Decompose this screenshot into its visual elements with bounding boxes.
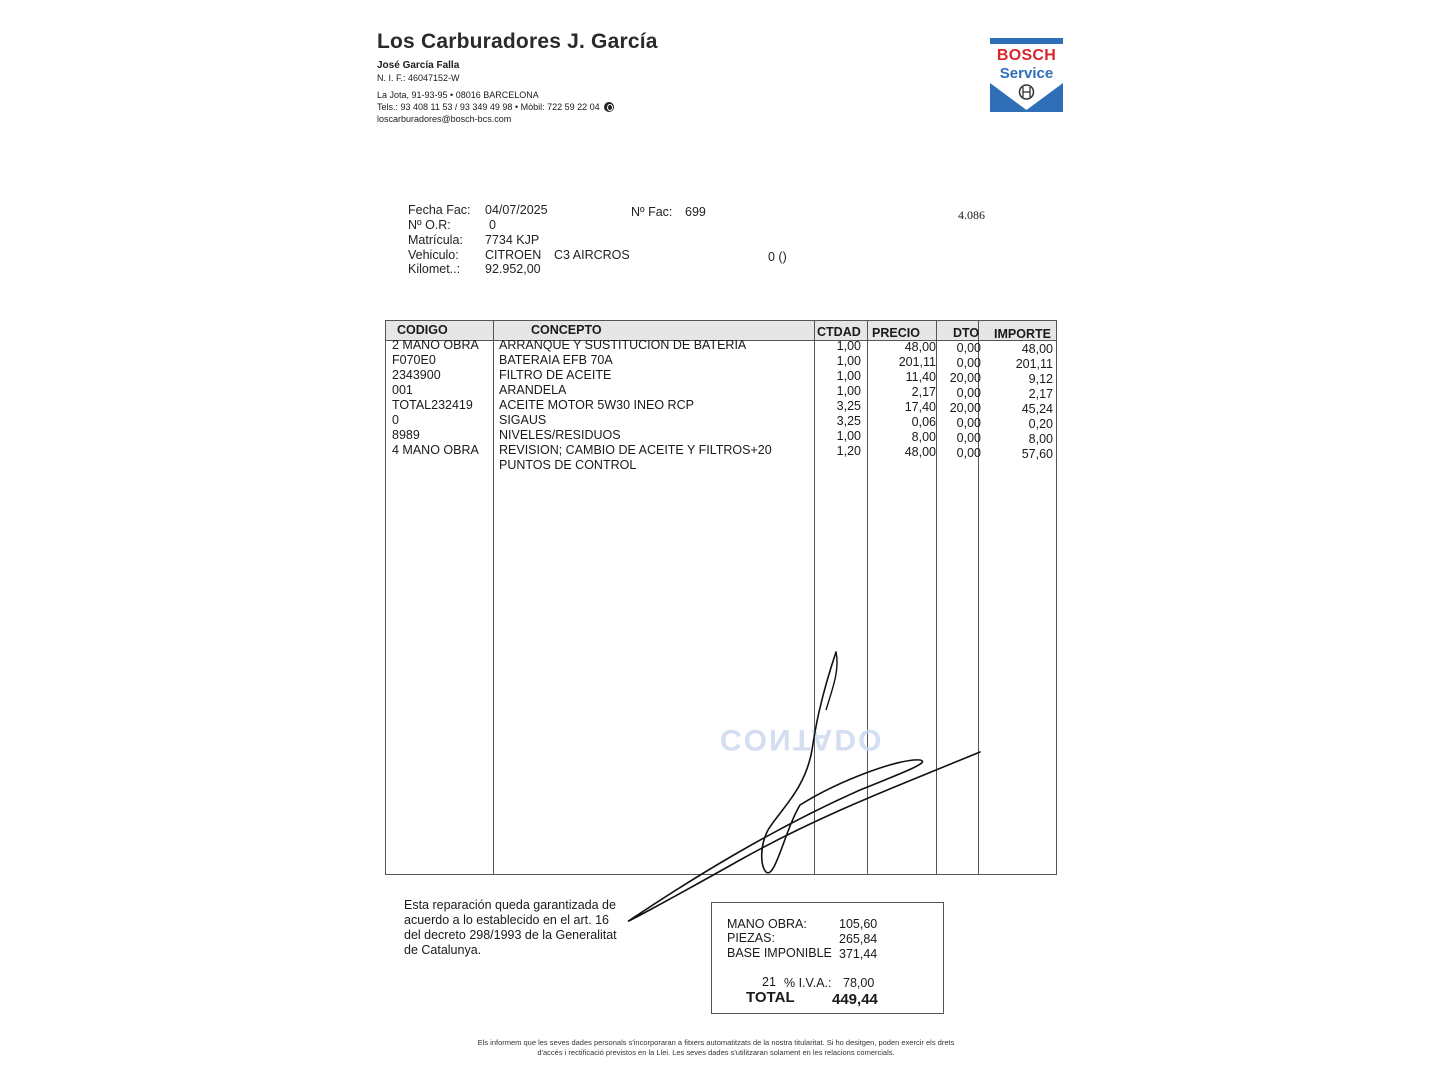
totals-box [711, 902, 944, 1014]
cell-ctdad: 3,25 [836, 414, 861, 428]
cell-dto: 0,00 [956, 416, 981, 430]
bosch-service-logo [990, 38, 1063, 112]
cell-concepto: FILTRO DE ACEITE [499, 368, 612, 382]
cell-dto: 20,00 [949, 401, 981, 415]
cell-precio: 0,06 [911, 415, 936, 429]
warranty-note: Esta reparación queda garantizada de acuerdo a lo establecido en el art. 16 del decreto 298/1993 de la Generalitat de Catalunya. [404, 898, 617, 957]
cell-precio: 11,40 [905, 370, 936, 384]
cell-concepto: ARANDELA [499, 383, 567, 397]
nfac-label: Nº Fac: [631, 205, 673, 219]
cell-codigo: 001 [392, 383, 413, 397]
cell-dto: 0,00 [956, 356, 981, 370]
kilomet-value: 92.952,00 [485, 262, 541, 276]
logo-line2: Service [999, 65, 1054, 82]
cell-ctdad: 1,00 [836, 339, 861, 353]
cell-dto: 0,00 [956, 386, 981, 400]
cell-precio: 48,00 [904, 340, 936, 354]
cell-concepto: REVISION; CAMBIO DE ACEITE Y FILTROS+20 [499, 443, 772, 457]
cell-concepto: ACEITE MOTOR 5W30 INEO RCP [499, 398, 694, 412]
base-value: 371,44 [839, 947, 878, 961]
cell-dto: 20,00 [949, 371, 981, 385]
mano-obra-value: 105,60 [839, 917, 878, 931]
whatsapp-icon [604, 102, 614, 112]
header-concepto: CONCEPTO [531, 323, 602, 337]
handwritten-number: 4.086 [958, 208, 985, 222]
piezas-label: PIEZAS: [727, 931, 775, 945]
cell-codigo: 0 [392, 413, 399, 427]
base-label: BASE IMPONIBLE [727, 946, 832, 960]
nfac-value: 699 [685, 205, 706, 219]
email: loscarburadores@bosch-bcs.com [377, 114, 512, 124]
cell-importe: 201,11 [1015, 357, 1053, 371]
cell-dto: 0,00 [956, 431, 981, 445]
cell-dto: 0,00 [956, 446, 981, 460]
cell-ctdad: 1,00 [836, 429, 861, 443]
header-dto: DTO [953, 326, 980, 340]
total-label: TOTAL [746, 989, 795, 1006]
header-importe: IMPORTE [994, 327, 1051, 341]
cell-ctdad: 3,25 [836, 399, 861, 413]
cell-codigo: 2343900 [392, 368, 441, 382]
address: La Jota, 91-93-95 • 08016 BARCELONA [377, 90, 539, 100]
nif: N. I. F.: 46047152-W [377, 73, 460, 83]
kilomet-label: Kilomet..: [408, 262, 461, 276]
phones-text: Tels.: 93 408 11 53 / 93 349 49 98 • Mòbil: 722 59 22 04 [377, 102, 600, 112]
cell-concepto: BATERAIA EFB 70A [499, 353, 613, 367]
cell-importe: 0,20 [1028, 417, 1053, 431]
logo-line1: BOSCH [996, 47, 1057, 64]
cell-codigo: 2 MANO OBRA [392, 338, 479, 352]
vehiculo-marca: CITROEN [485, 248, 542, 262]
company-name: Los Carburadores J. García [377, 30, 658, 53]
cell-dto: 0,00 [956, 341, 981, 355]
fecha-value: 04/07/2025 [485, 203, 548, 217]
total-value: 449,44 [832, 991, 878, 1008]
cell-ctdad: 1,00 [836, 369, 861, 383]
cell-precio: 8,00 [911, 430, 936, 444]
cell-ctdad: 1,00 [836, 384, 861, 398]
vehiculo-label: Vehiculo: [408, 248, 459, 262]
mano-obra-label: MANO OBRA: [727, 917, 807, 931]
cell-ctdad: 1,20 [836, 444, 861, 458]
cell-importe: 2,17 [1028, 387, 1053, 401]
handwritten-signature [600, 640, 1000, 940]
cell-precio: 17,40 [904, 400, 936, 414]
cell-importe: 57,60 [1021, 447, 1053, 461]
cell-precio: 48,00 [904, 445, 936, 459]
cell-importe: 45,24 [1021, 402, 1053, 416]
cell-precio: 2,17 [911, 385, 936, 399]
owner-name: José García Falla [377, 60, 460, 71]
iva-label: % I.V.A.: [784, 976, 832, 990]
header-ctdad: CTDAD [817, 325, 861, 339]
matricula-value: 7734 KJP [485, 233, 540, 247]
bosch-armature-icon [990, 83, 1063, 112]
matricula-label: Matrícula: [408, 233, 463, 247]
cell-concepto: ARRANQUE Y SUSTITUCION DE BATERIA [499, 338, 747, 352]
cell-codigo: TOTAL232419 [392, 398, 473, 412]
privacy-notice: Els informem que les seves dades personals s'incorporaran a fitxers automatitzats de la nostra titularitat. Si ho desitgen, poden exercir els drets d'accés i rectificació previstos en la Llei. Les seves dades s'utilitzaran solament en les relacions comercials. [477, 1038, 955, 1057]
cell-importe: 48,00 [1021, 342, 1053, 356]
cell-codigo: F070E0 [392, 353, 436, 367]
piezas-value: 265,84 [839, 932, 878, 946]
iva-pct: 21 [762, 975, 776, 989]
iva-value: 78,00 [843, 976, 875, 990]
or-value: 0 [489, 218, 496, 232]
cell-concepto: PUNTOS DE CONTROL [499, 458, 637, 472]
header-codigo: CODIGO [397, 323, 448, 337]
or-label: Nº O.R: [408, 218, 451, 232]
vehiculo-modelo: C3 AIRCROS [554, 248, 630, 262]
cell-concepto: SIGAUS [499, 413, 547, 427]
cell-concepto: NIVELES/RESIDUOS [499, 428, 621, 442]
cell-codigo: 4 MANO OBRA [392, 443, 479, 457]
cell-importe: 8,00 [1028, 432, 1053, 446]
header-precio: PRECIO [872, 326, 920, 340]
contado-stamp: CONTADO [720, 723, 884, 756]
vehiculo-extra: 0 () [768, 250, 787, 264]
cell-ctdad: 1,00 [836, 354, 861, 368]
cell-codigo: 8989 [392, 428, 420, 442]
cell-importe: 9,12 [1028, 372, 1053, 386]
fecha-label: Fecha Fac: [408, 203, 471, 217]
cell-precio: 201,11 [898, 355, 936, 369]
phones [377, 102, 614, 112]
